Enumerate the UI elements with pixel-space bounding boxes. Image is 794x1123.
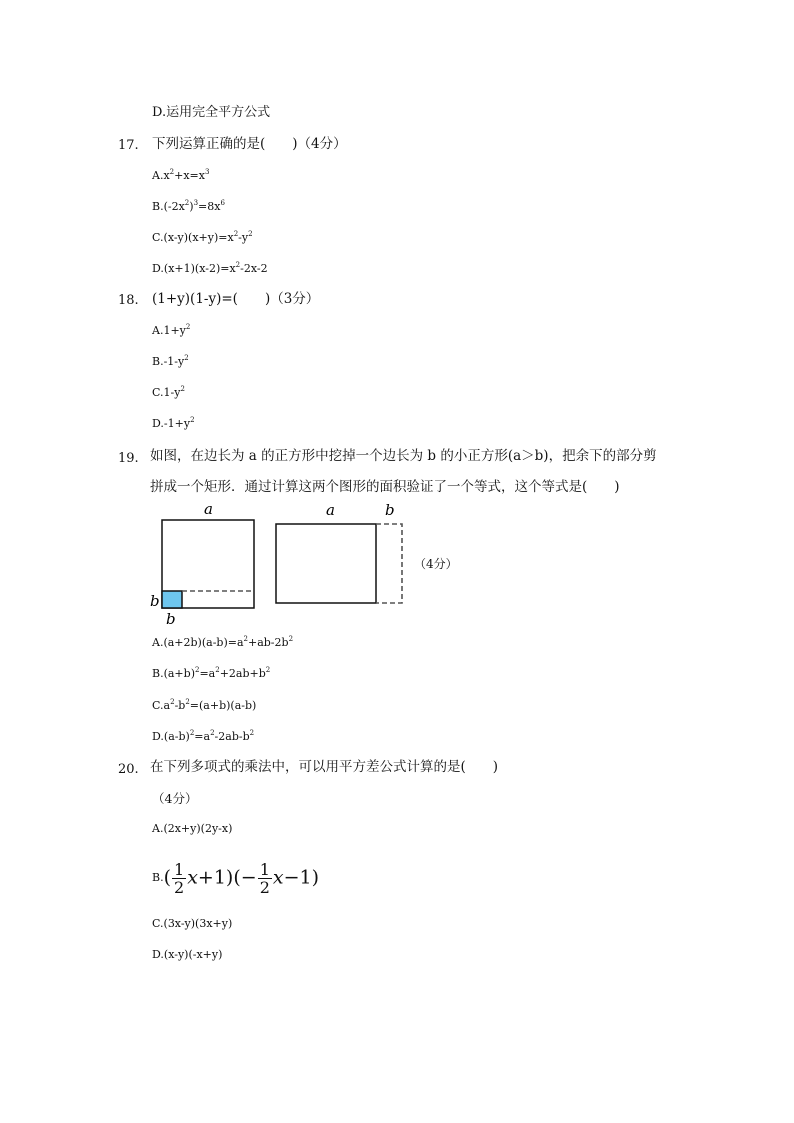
q19-stem-line2: 拼成一个矩形．通过计算这两个图形的面积验证了一个等式，这个等式是( ) (150, 479, 620, 495)
q20-option-b-expression: ( $\frac{1}{2}$ x+1)(− $\frac{1}{2}$ x−1) (163, 859, 320, 897)
q19-stem-line1: 如图，在边长为 a 的正方形中挖掉一个边长为 b 的小正方形(a＞b)，把余下的部分剪 (150, 448, 657, 464)
q17-option-b: $B.(-2x^2)^3=8x^6$ (152, 199, 225, 213)
q17-stem: 下列运算正确的是( )（4分） (152, 136, 347, 152)
q17-option-c: $C.(x-y)(x+y)=x^2-y^2$ (152, 230, 253, 244)
q20-option-d: D.(x-y)(-x+y) (152, 948, 223, 961)
small-square (162, 591, 182, 608)
q19-score: （4分） (414, 557, 458, 571)
q19-option-a: $A.(a+2b)(a-b)=a^2+ab-2b^2$ (152, 635, 294, 649)
q17-number: 17. (118, 138, 139, 153)
dashed-extension (376, 524, 402, 603)
q17-option-a: $A.x^2+x=x^3$ (152, 168, 210, 182)
q18-option-a: $A.1+y^2$ (152, 323, 191, 337)
q20-option-c: C.(3x-y)(3x+y) (152, 917, 233, 930)
q19-option-c: $C.a^2-b^2=(a+b)(a-b)$ (152, 698, 257, 712)
q16-option-d: D.运用完全平方公式 (152, 105, 271, 120)
q20-option-a: A.(2x+y)(2y-x) (152, 822, 233, 835)
label-b-side: b (150, 592, 160, 610)
rearranged-rectangle (276, 524, 376, 603)
q20-score: （4分） (152, 791, 198, 806)
q18-option-c: $C.1-y^2$ (152, 385, 185, 399)
q19-option-b: $B.(a+b)^2=a^2+2ab+b^2$ (152, 666, 271, 680)
q18-option-b: $B.-1-y^2$ (152, 354, 189, 368)
q18-number: 18. (118, 293, 139, 308)
q20-stem: 在下列多项式的乘法中，可以用平方差公式计算的是( ) (150, 759, 499, 775)
q20-number: 20. (118, 762, 139, 777)
q18-option-d: $D.-1+y^2$ (152, 416, 195, 430)
q19-number: 19. (118, 451, 139, 466)
label-b-bottom: b (166, 610, 176, 628)
q19-option-d: $D.(a-b)^2=a^2-2ab-b^2$ (152, 729, 255, 743)
label-a-right: a (326, 501, 335, 519)
label-b-right: b (385, 501, 395, 519)
label-a-left: a (204, 500, 213, 518)
q17-option-d: $D.(x+1)(x-2)=x^2-2x-2$ (152, 261, 268, 275)
q20-option-b: B. ( $\frac{1}{2}$ x+1)(− $\frac{1}{2}$ x−1) (152, 859, 320, 897)
q18-stem: (1+y)(1-y)=( )（3分） (152, 291, 320, 307)
